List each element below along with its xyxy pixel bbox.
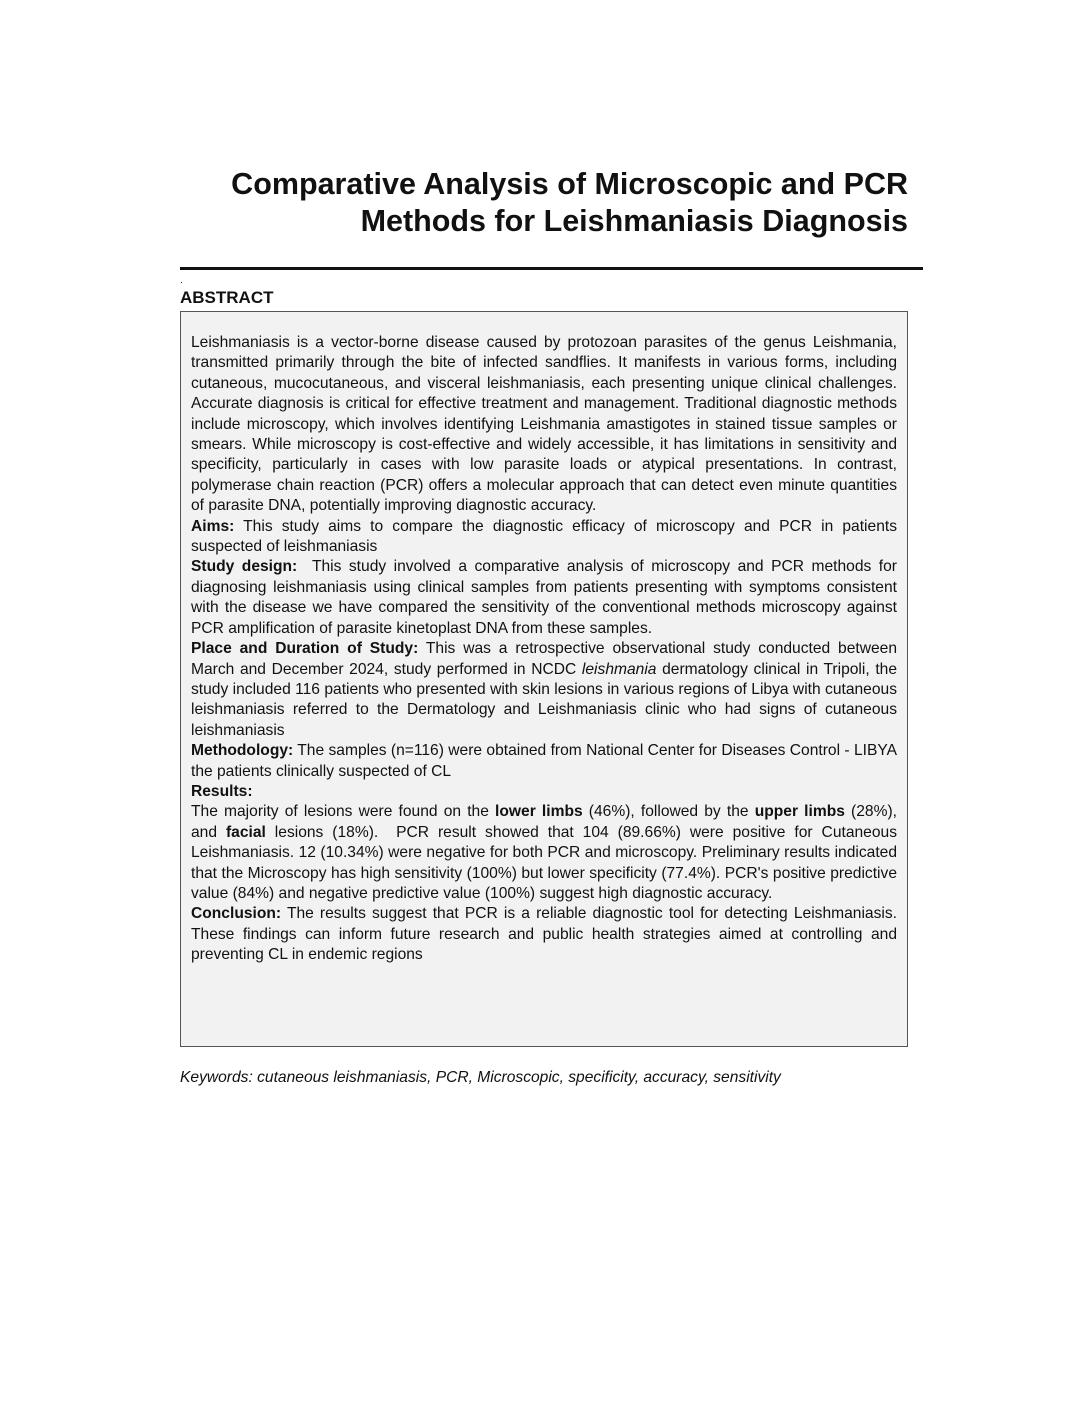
results-text-a: The majority of lesions were found on the bbox=[191, 803, 496, 821]
place-label: Place and Duration of Study: bbox=[191, 640, 419, 658]
design-label: Study design: bbox=[191, 558, 298, 576]
method-label: Methodology: bbox=[191, 742, 294, 760]
aims-text: This study aims to compare the diagnostic efficacy of microscopy and PCR in patients suspected of leishmaniasis bbox=[191, 517, 897, 556]
abstract-box bbox=[180, 311, 908, 1047]
results-bold-facial: facial bbox=[225, 823, 266, 841]
results-label: Results: bbox=[191, 782, 253, 800]
conclusion-text: The results suggest that PCR is a reliable diagnostic tool for detecting Leishmaniasis. These findings can inform future research and public health strategies aimed at controlling and preventing CL in endemic regions bbox=[191, 905, 897, 964]
abstract-conclusion bbox=[191, 904, 897, 965]
place-italic: leishmania bbox=[581, 660, 657, 678]
results-text-c: (46%), followed by the bbox=[582, 803, 755, 821]
paper-title-line-1: Comparative Analysis of Microscopic and PCR bbox=[231, 167, 908, 201]
results-text-e: lesions (18%). PCR result showed that 104 (89.66%) were positive for Cutaneous Leishmaniasis. 12 (10.34%) were negative for both PCR and microscopy. Preliminary results indicated that the Microscopy has high sensitivity (100%) but lower specificity (77.4%). PCR's positive predictive value (84%) and negative predictive value (100%) suggest high diagnostic accuracy. bbox=[191, 823, 902, 902]
keywords-line: Keywords: cutaneous leishmaniasis, PCR, Microscopic, specificity, accuracy, sensitivity bbox=[180, 1069, 781, 1086]
title-divider bbox=[180, 267, 923, 270]
place-text-b: dermatology clinical in Tripoli, the study included 116 patients who presented with skin lesions in various regions of Libya with cutaneous leishmaniasis referred to the Dermatology and Leishmaniasis clinic who had signs of cutaneous leishmaniasis bbox=[191, 660, 898, 739]
abstract-results bbox=[191, 802, 902, 904]
divider-mark: . bbox=[180, 275, 183, 286]
conclusion-label: Conclusion: bbox=[191, 905, 282, 923]
abstract-study-design bbox=[191, 557, 902, 639]
method-text: The samples (n=116) were obtained from National Center for Diseases Control - LIBYA the patients clinically suspected of CL bbox=[191, 742, 897, 780]
abstract-methodology bbox=[191, 741, 897, 782]
results-bold-upper-limbs: upper limbs bbox=[754, 803, 845, 821]
abstract-aims bbox=[191, 517, 897, 558]
abstract-results-label bbox=[191, 782, 897, 802]
design-text: This study involved a comparative analysis of microscopy and PCR methods for diagnosing leishmaniasis using clinical samples from patients presenting with symptoms consistent with the disease we have compared the sensitivity of the conventional methods microscopy against PCR amplification of parasite kinetoplast DNA from these samples. bbox=[191, 558, 902, 637]
results-text-d: (28%), and bbox=[191, 803, 897, 841]
abstract-heading: ABSTRACT bbox=[180, 288, 274, 307]
abstract-place-duration bbox=[191, 639, 897, 741]
paper-title-line-2: Methods for Leishmaniasis Diagnosis bbox=[360, 204, 908, 238]
abstract-intro: Leishmaniasis is a vector-borne disease caused by protozoan parasites of the genus Leishmania, transmitted primarily through the bite of infected sandflies. It manifests in various forms, including cutaneous, mucocutaneous, and visceral leishmaniasis, each presenting unique clinical challenges. Accurate diagnosis is critical for effective treatment and management. Traditional diagnostic methods include microscopy, which involves identifying Leishmania amastigotes in stained tissue samples or smears. While microscopy is cost-effective and widely accessible, it has limitations in sensitivity and specificity, particularly in cases with low parasite loads or atypical presentations. In contrast, polymerase chain reaction (PCR) offers a molecular approach that can detect even minute quantities of parasite DNA, potentially improving diagnostic accuracy. bbox=[191, 334, 897, 515]
place-text-a: This was a retrospective observational study conducted between March and December 2024, study performed in NCDC bbox=[191, 640, 898, 678]
paper-title bbox=[180, 166, 908, 240]
results-bold-lower-limbs: lower limbs bbox=[495, 803, 583, 821]
aims-label: Aims: bbox=[191, 517, 235, 535]
